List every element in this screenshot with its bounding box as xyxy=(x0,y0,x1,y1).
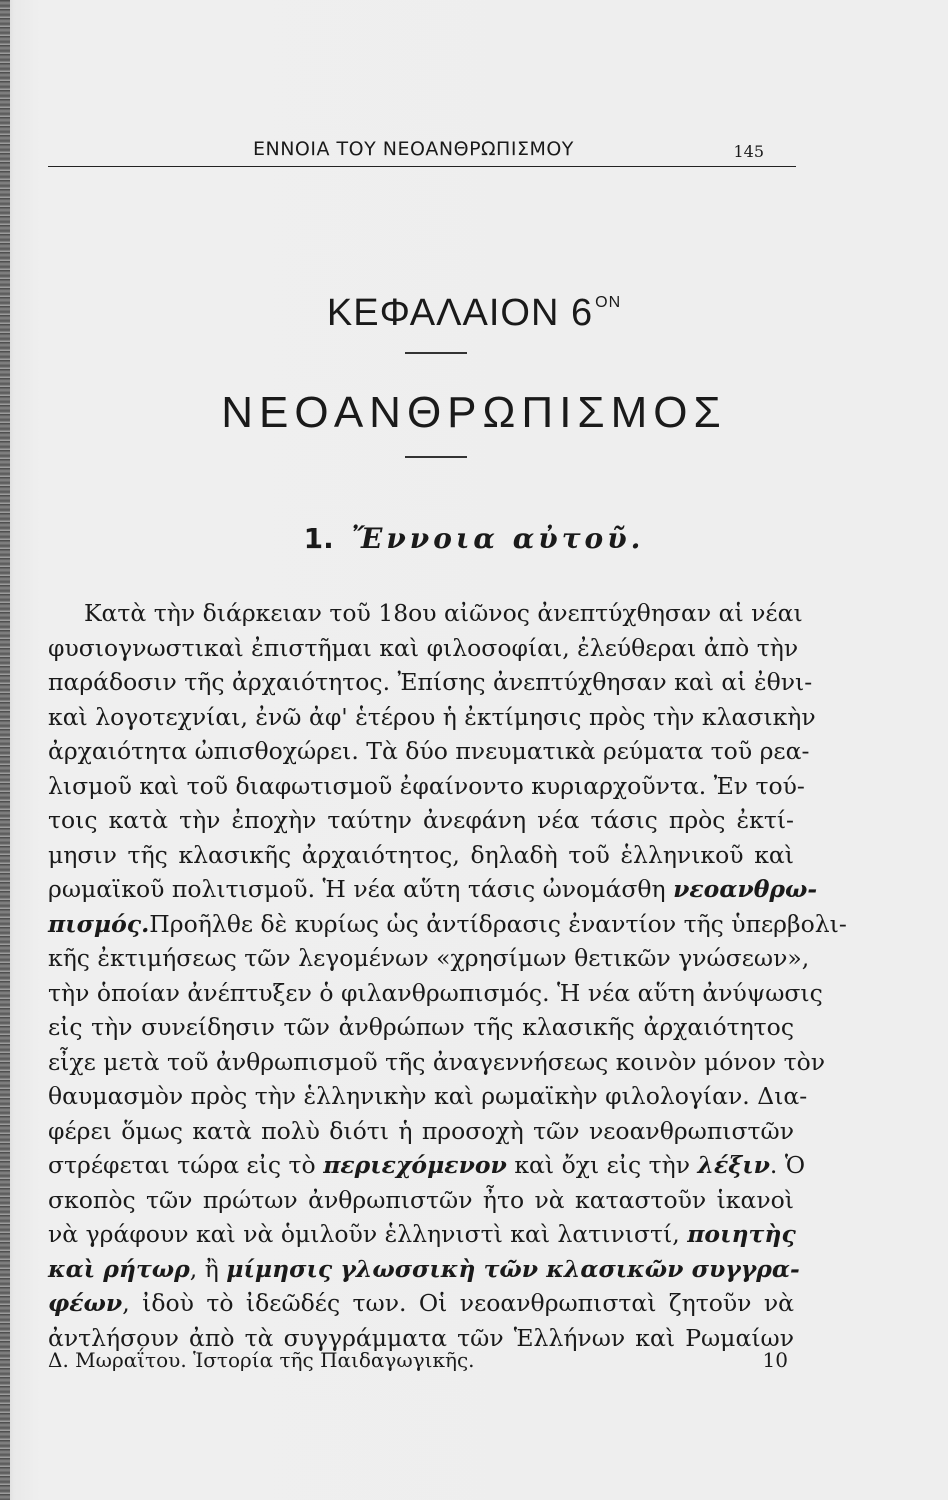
text-line: καὶ λογοτεχνίαι, ἐνῶ ἀφ' ἑτέρου ἡ ἐκτίμησις πρὸς τὴν κλασικὴν xyxy=(48,702,816,731)
emphasis-term: λέξιν xyxy=(697,1151,770,1179)
text-line xyxy=(48,1252,800,1287)
section-number: 1. xyxy=(303,522,334,555)
page-number: 145 xyxy=(733,142,764,161)
chapter-heading xyxy=(0,292,948,335)
sheet-number: 10 xyxy=(762,1348,788,1372)
chapter-title: ΝΕΟΑΝΘΡΩΠΙΣΜΟΣ xyxy=(221,388,727,437)
ornament-rule-bottom xyxy=(405,456,467,458)
text-line: φυσιογνωστικαὶ ἐπιστῆμαι καὶ φιλοσοφίαι, ἐλεύθεραι ἀπὸ τὴν xyxy=(48,633,799,662)
text-line: τοις κατὰ τὴν ἐποχὴν ταύτην ἀνεφάνη νέα τάσις πρὸς ἐκτί- xyxy=(48,806,794,834)
emphasis-term: καὶ ρήτωρ xyxy=(48,1254,190,1283)
text-line: μησιν τῆς κλασικῆς ἀρχαιότητος, δηλαδὴ τοῦ ἑλληνικοῦ καὶ xyxy=(48,840,794,869)
emphasis-term: μίμησις γλωσσικὴ τῶν κλασικῶν συγγρα- xyxy=(226,1254,800,1283)
text-line: παράδοσιν τῆς ἀρχαιότητος. Ἐπίσης ἀνεπτύχθησαν καὶ αἱ ἐθνι- xyxy=(48,668,813,696)
emphasis-term: φέων xyxy=(48,1289,123,1317)
text-run: . Ὁ xyxy=(769,1151,806,1179)
text-run: , ἰδοὺ τὸ ἰδεῶδές των. Οἱ νεοανθρωπισταὶ ζητοῦν νὰ xyxy=(122,1289,794,1317)
text-line: Κατὰ τὴν διάρκειαν τοῦ 18ου αἰῶνος ἀνεπτύχθησαν αἱ νέαι xyxy=(84,599,803,627)
text-line: θαυμασμὸν πρὸς τὴν ἑλληνικὴν καὶ ρωμαϊκὴν φιλολογίαν. Δια- xyxy=(48,1082,808,1110)
book-signature: Δ. Μωραΐτου. Ἱστορία τῆς Παιδαγωγικῆς. xyxy=(48,1348,475,1372)
section-heading xyxy=(0,522,948,555)
text-line: εἶχε μετὰ τοῦ ἀνθρωπισμοῦ τῆς ἀναγεννήσεως κοινὸν μόνον τὸν xyxy=(48,1047,826,1076)
text-run: νὰ γράφουν καὶ νὰ ὁμιλοῦν ἑλληνιστὶ καὶ λατινιστί, xyxy=(48,1220,688,1248)
text-line: κῆς ἐκτιμήσεως τῶν λεγομένων «χρησίμων θετικῶν γνώσεων», xyxy=(48,944,810,972)
text-line: φέρει ὅμως κατὰ πολὺ διότι ἡ προσοχὴ τῶν νεοανθρωπιστῶν xyxy=(48,1116,794,1145)
text-line xyxy=(48,1217,794,1252)
book-spine-edge xyxy=(0,0,10,1500)
text-line: ἀρχαιότητα ὠπισθοχώρει. Τὰ δύο πνευματικὰ ρεύματα τοῦ ρεα- xyxy=(48,737,810,765)
text-line xyxy=(48,872,818,907)
text-line xyxy=(48,1148,806,1183)
emphasis-term: ποιητὴς xyxy=(687,1220,796,1248)
text-run: καὶ ὄχι εἰς τὴν xyxy=(506,1151,698,1179)
text-line: εἰς τὴν συνείδησιν τῶν ἀνθρώπων τῆς κλασικῆς ἀρχαιότητος xyxy=(48,1013,794,1041)
running-head xyxy=(48,138,796,167)
chapter-suffix: ΟΝ xyxy=(595,294,622,311)
emphasis-term: περιεχόμενον xyxy=(323,1151,507,1179)
text-line: τὴν ὁποίαν ἀνέπτυξεν ὁ φιλανθρωπισμός. Ἡ νέα αὕτη ἀνύψωσις xyxy=(48,978,823,1007)
text-run: στρέφεται τώρα εἰς τὸ xyxy=(48,1151,324,1179)
body-paragraph xyxy=(48,596,847,1355)
section-name: Ἔννοια αὐτοῦ. xyxy=(351,522,645,555)
running-head-title: ΕΝΝΟΙΑ ΤΟΥ ΝΕΟΑΝΘΡΩΠΙΣΜΟΥ xyxy=(253,138,574,160)
emphasis-term: νεοανθρω- xyxy=(673,875,818,903)
text-line: ἀντλήσουν ἀπὸ τὰ συγγράμματα τῶν Ἑλλήνων καὶ Ρωμαίων xyxy=(48,1323,794,1352)
chapter-label: ΚΕΦΑΛΑΙΟΝ 6 xyxy=(326,292,594,334)
ornament-rule-top xyxy=(405,352,467,354)
text-line xyxy=(48,1286,794,1321)
text-run: ρωμαϊκοῦ πολιτισμοῦ. Ἡ νέα αὕτη τάσις ὠνομάσθη xyxy=(48,875,674,903)
text-line xyxy=(48,907,847,942)
emphasis-term: πισμός. xyxy=(48,909,150,938)
text-run: Προῆλθε δὲ κυρίως ὡς ἀντίδρασις ἐναντίον τῆς ὑπερβολι- xyxy=(149,909,847,938)
text-run: , ἢ xyxy=(189,1254,227,1283)
text-line: σκοπὸς τῶν πρώτων ἀνθρωπιστῶν ἦτο νὰ καταστοῦν ἱκανοὶ xyxy=(48,1185,794,1214)
text-line: λισμοῦ καὶ τοῦ διαφωτισμοῦ ἐφαίνοντο κυριαρχοῦντα. Ἐν τού- xyxy=(48,771,805,800)
